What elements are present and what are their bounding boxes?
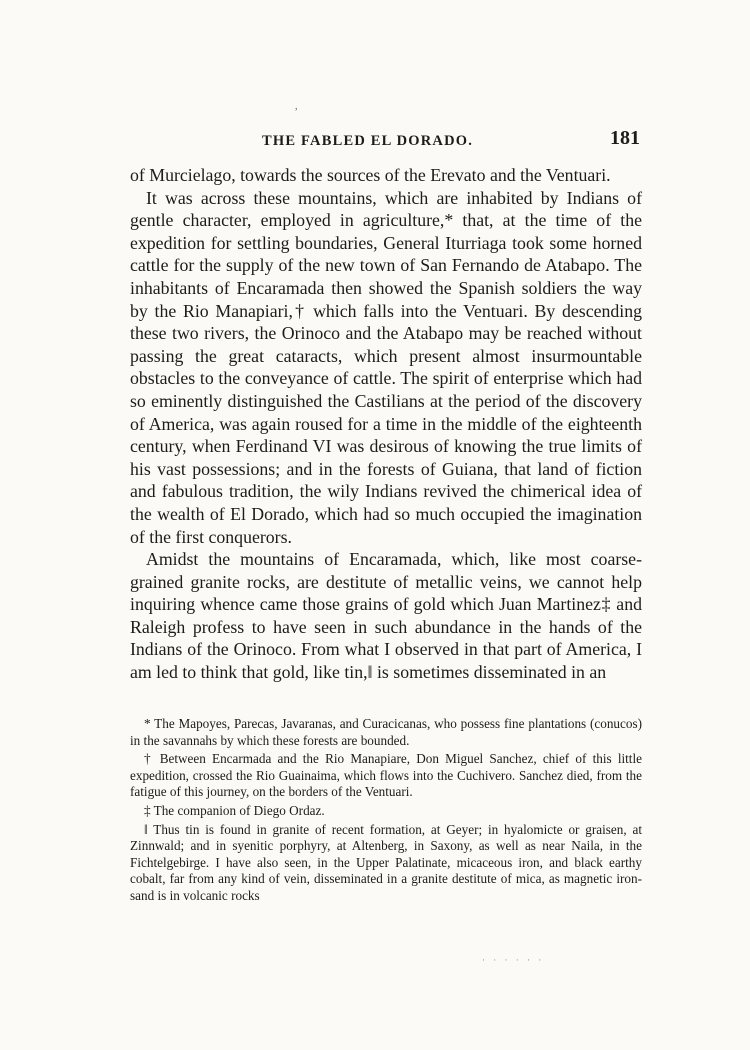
- footnote: ‡ The companion of Diego Ordaz.: [144, 802, 325, 818]
- paragraph: of Murcielago, towards the sources of the Erevato and the Ventuari.: [130, 165, 611, 185]
- scan-smudge: · · · · · ·: [482, 955, 545, 965]
- body-text: [130, 164, 642, 684]
- footnote: ‖ Thus tin is found in granite of recent formation, at Geyer; in hyalomicte or graisen, at Zinnwald; and in syenitic porphyry, at Altenberg, in Saxony, as well as near Naila, in the Fichtelgebirge. I have also seen, in the Upper Palatinate, micaceous iron, and black earthy cobalt, far from any kind of vein, disseminated in a granite destitute of mica, as magnetic iron-sand is in volcanic rocks: [130, 821, 642, 903]
- ink-speck: ,: [295, 101, 298, 112]
- page-number: 181: [610, 127, 640, 149]
- paragraph: Amidst the mountains of Encaramada, which, like most coarse-grained granite rocks, are destitute of metallic veins, we cannot help inquiring whence came those grains of gold which Juan Martinez‡ and Raleigh profess to have seen in such abundance in the hands of the Indians of the Orinoco. From what I observed in that part of America, I am led to think that gold, like tin,‖ is sometimes disseminated in an: [130, 549, 642, 683]
- running-head: THE FABLED EL DORADO.: [262, 133, 474, 149]
- paragraph: It was across these mountains, which are inhabited by Indians of gentle character, employed in agriculture,* that, at the time of the expedition for settling boundaries, General Iturriaga took some horned cattle for the supply of the new town of San Fernando de Atabapo. The inhabitants of Encaramada then showed the Spanish soldiers the way by the Rio Manapiari,† which falls into the Ventuari. By descending these two rivers, the Orinoco and the Atabapo may be reached without passing the great cataracts, which present almost insurmountable obstacles to the conveyance of cattle. The spirit of enterprise which had so eminently distinguished the Castilians at the period of the discovery of America, was again roused for a time in the middle of the eighteenth century, when Ferdinand VI was desirous of knowing the true limits of his vast possessions; and in the forests of Guiana, that land of fiction and fabulous tradition, the wily Indians revived the chimerical idea of the wealth of El Dorado, which had so much occupied the imagination of the first conquerors.: [130, 187, 642, 547]
- page-header: [130, 127, 642, 157]
- footnote: * The Mapoyes, Parecas, Javaranas, and Curacicanas, who possess fine plantations (conucos) in the savannahs by which these forests are bounded.: [130, 716, 642, 748]
- footnotes: [130, 716, 642, 907]
- footnote: † Between Encarmada and the Rio Manapiare, Don Miguel Sanchez, chief of this little expedition, crossed the Rio Guainaima, which flows into the Cuchivero. Sanchez died, from the fatigue of this journey, on the borders of the Ventuari.: [130, 751, 642, 800]
